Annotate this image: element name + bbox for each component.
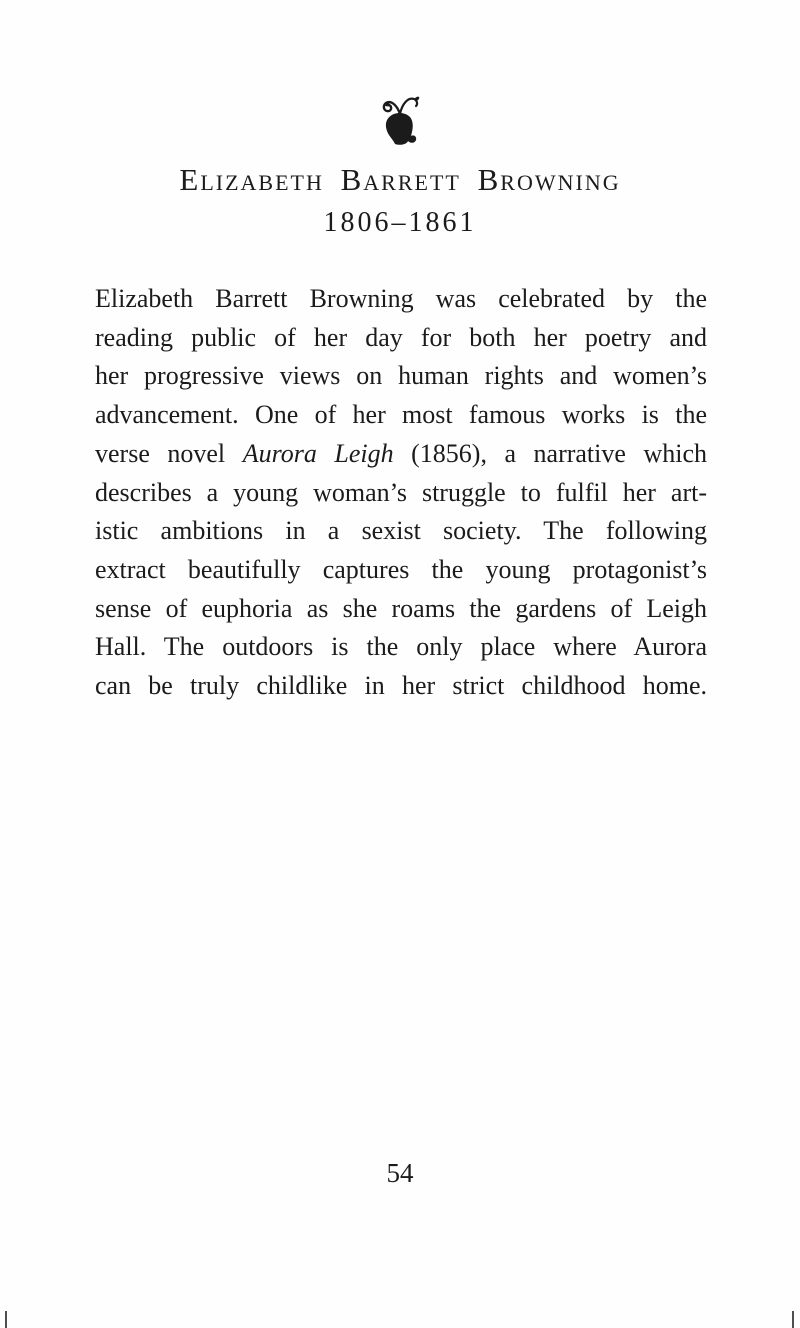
intro-paragraph bbox=[95, 280, 707, 706]
paragraph-text: (1856), a narrative which bbox=[393, 438, 707, 468]
book-title-italic: Aurora Leigh bbox=[242, 438, 394, 468]
paragraph-line: describes a young woman’s struggle to fulfil her art- bbox=[95, 477, 707, 507]
paragraph-line: sense of euphoria as she roams the gardens of Leigh bbox=[95, 593, 707, 623]
paragraph-text: verse novel bbox=[95, 438, 243, 468]
paragraph-line: Elizabeth Barrett Browning was celebrated by the bbox=[95, 284, 707, 313]
paragraph-line: istic ambitions in a sexist society. The following bbox=[95, 516, 707, 546]
author-heading: Elizabeth Barrett Browning bbox=[179, 162, 621, 197]
paragraph-line: advancement. One of her most famous works is the bbox=[95, 400, 707, 430]
crop-mark-left bbox=[5, 1311, 7, 1328]
paragraph-line: reading public of her day for both her poetry and bbox=[95, 322, 707, 352]
paragraph-line: extract beautifully captures the young protagonist’s bbox=[95, 554, 707, 584]
paragraph-line: can be truly childlike in her strict childhood home. bbox=[95, 671, 707, 701]
author-dates: 1806–1861 bbox=[323, 207, 477, 238]
page-number: 54 bbox=[386, 1158, 414, 1188]
paragraph-line bbox=[95, 435, 707, 474]
paragraph-line: Hall. The outdoors is the only place where Aurora bbox=[95, 632, 707, 662]
crop-mark-right bbox=[792, 1311, 794, 1328]
fleuron-leaf-icon bbox=[0, 92, 800, 148]
paragraph-line: her progressive views on human rights and women’s bbox=[95, 361, 707, 391]
